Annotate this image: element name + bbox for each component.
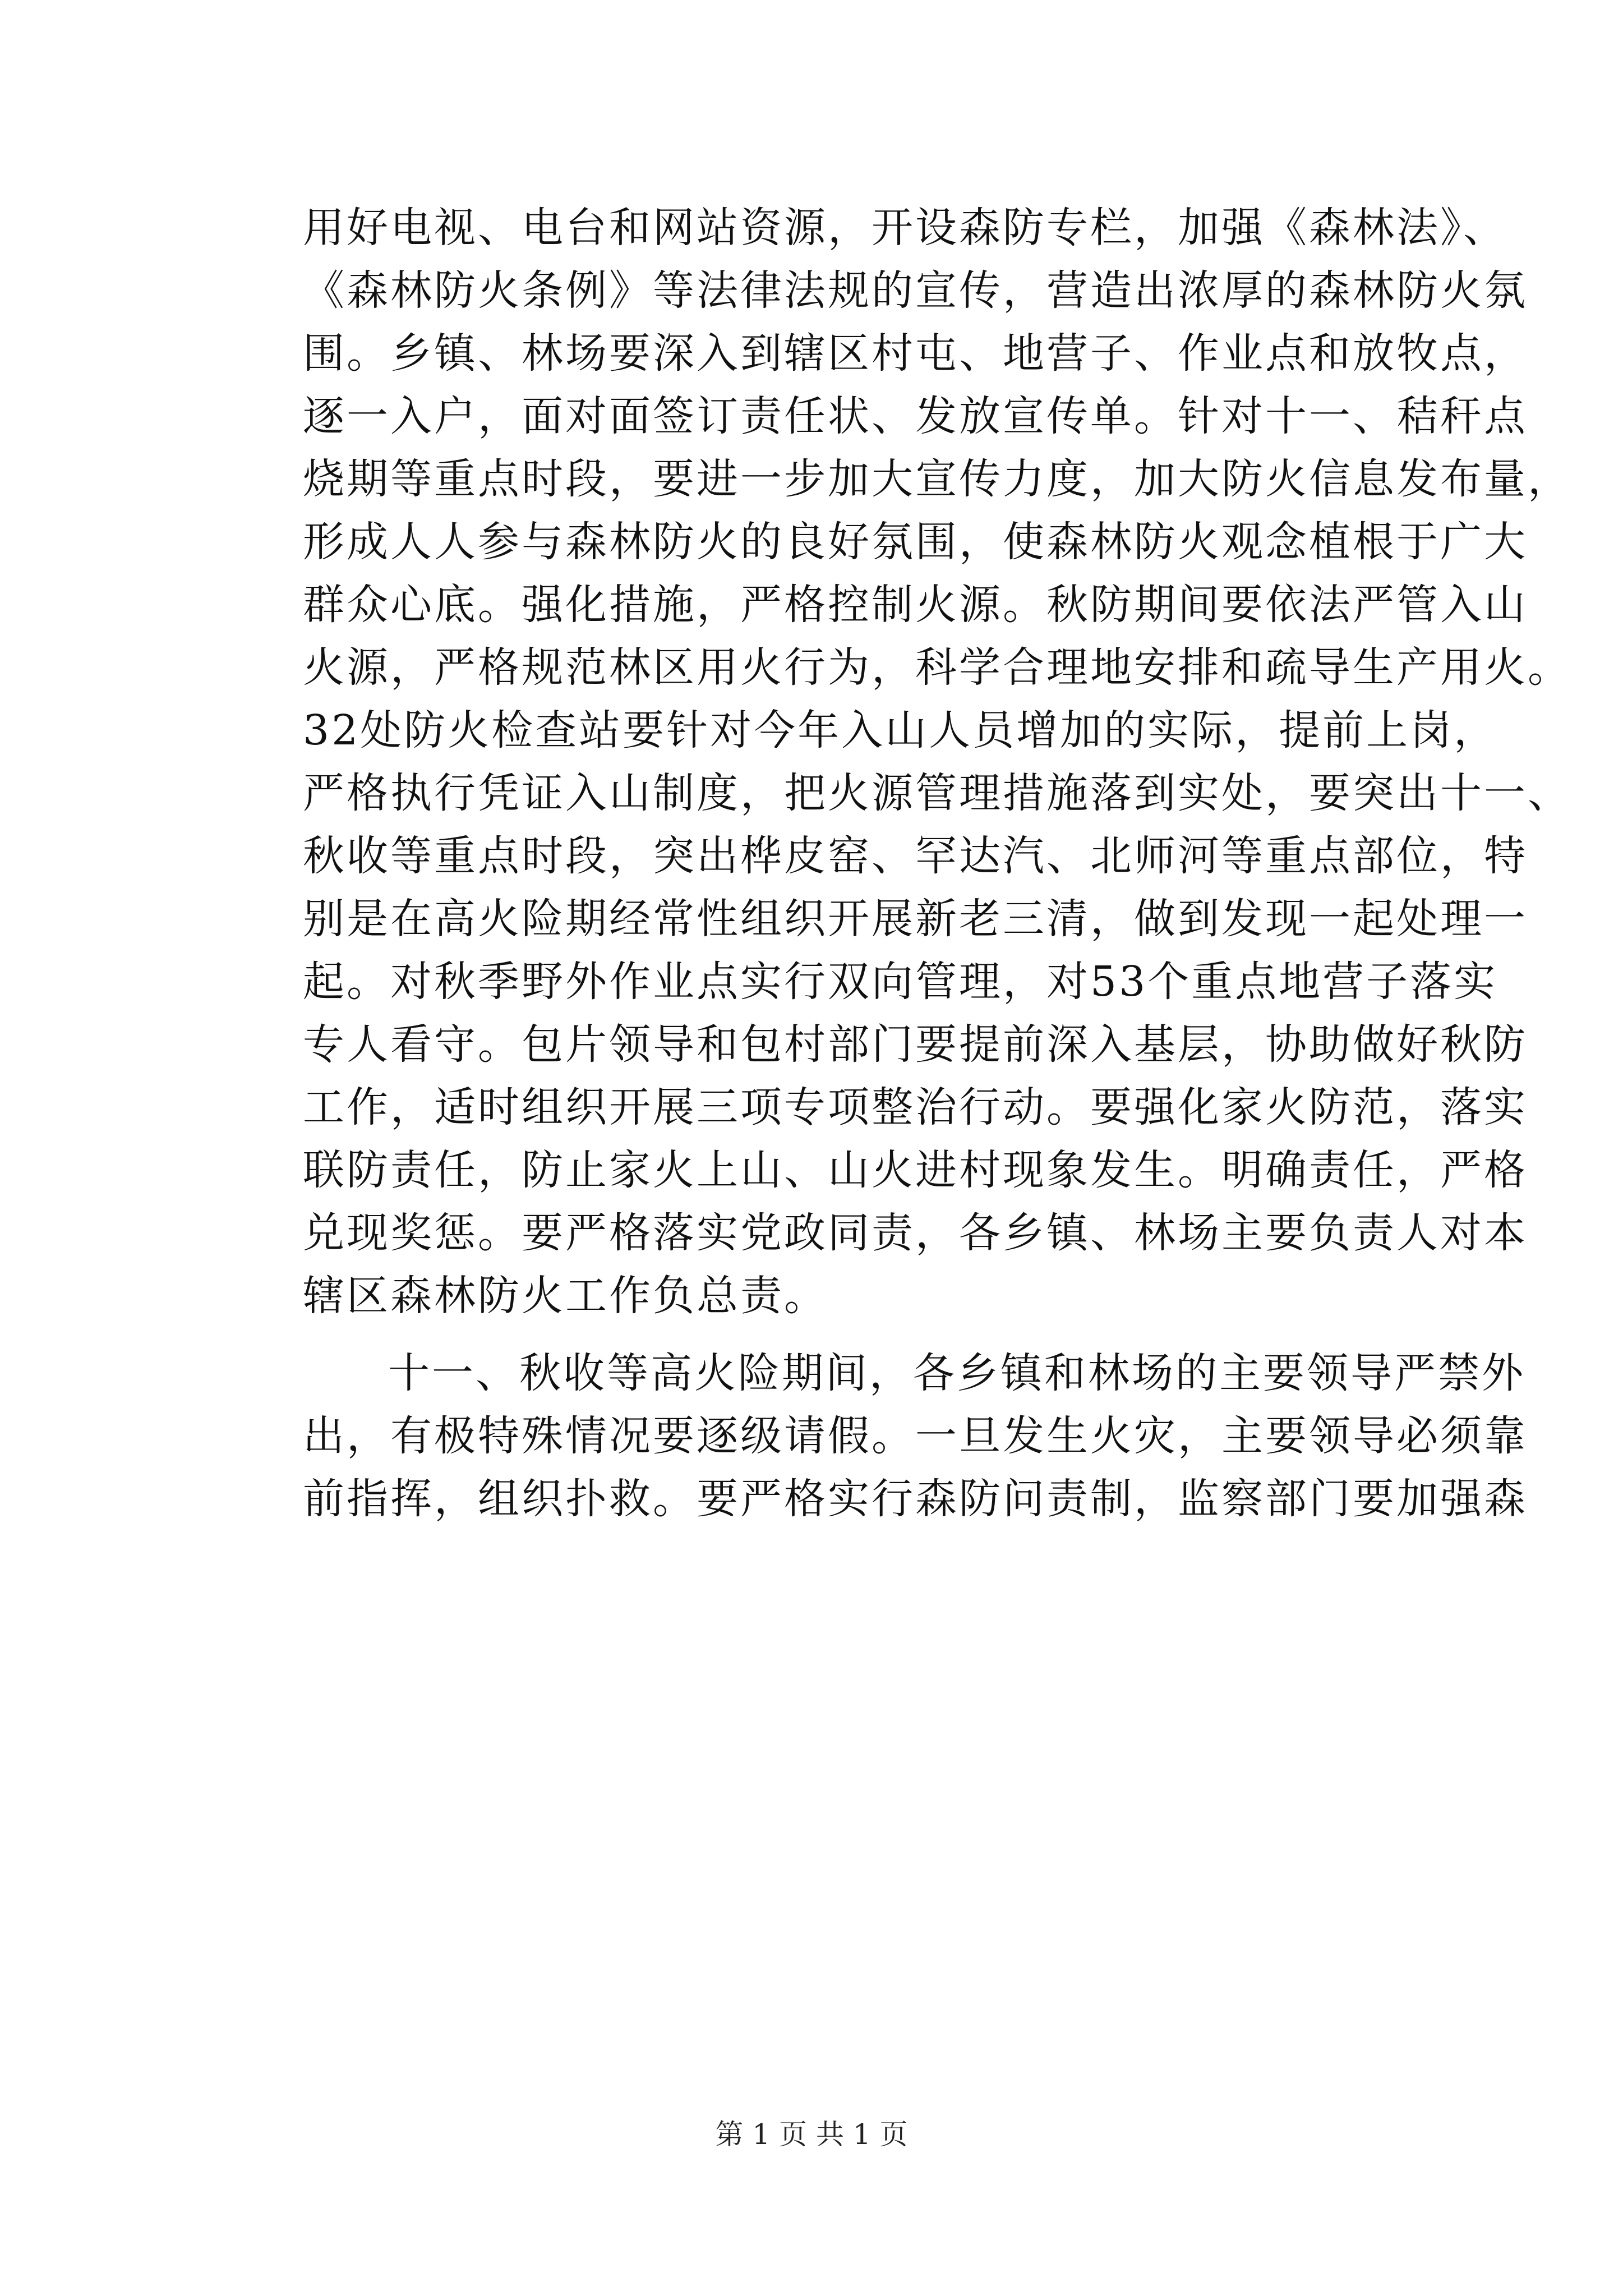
paragraph [303,196,1571,1327]
text-line: 辖区森林防火工作负总责。 [303,1272,828,1320]
text-line: 前指挥，组织扑救。要严格实行森防问责制，监察部门要加强森 [303,1475,1528,1523]
text-line: 起。对秋季野外作业点实行双向管理，对53个重点地营子落实 [303,958,1498,1006]
text-line: 专人看守。包片领导和包村部门要提前深入基层，协助做好秋防 [303,1020,1528,1069]
page-footer [0,2115,1623,2154]
text-line: 火源，严格规范林区用火行为，科学合理地安排和疏导生产用火。 [303,643,1571,692]
text-line: 群众心底。强化措施，严格控制火源。秋防期间要依法严管入山 [303,581,1528,629]
text-line: 《森林防火条例》等法律法规的宣传，营造出浓厚的森林防火氛 [303,266,1528,315]
page-number: 第 1 页 共 1 页 [715,2118,908,2151]
text-line: 形成人人参与森林防火的良好氛围，使森林防火观念植根于广大 [303,518,1528,566]
text-line: 联防责任，防止家火上山、山火进村现象发生。明确责任，严格 [303,1146,1528,1194]
text-line: 烧期等重点时段，要进一步加大宣传力度，加大防火信息发布量， [303,455,1571,503]
body-text [303,196,1571,1530]
text-line: 严格执行凭证入山制度，把火源管理措施落到实处，要突出十一、 [303,769,1571,817]
text-line: 围。乡镇、林场要深入到辖区村屯、地营子、作业点和放牧点， [303,329,1528,378]
text-line: 工作，适时组织开展三项专项整治行动。要强化家火防范，落实 [303,1083,1528,1131]
text-line: 秋收等重点时段，突出桦皮窑、罕达汽、北师河等重点部位，特 [303,832,1528,880]
text-line: 用好电视、电台和网站资源，开设森防专栏，加强《森林法》、 [303,204,1507,252]
text-line: 别是在高火险期经常性组织开展新老三清，做到发现一起处理一 [303,895,1528,943]
text-line: 兑现奖惩。要严格落实党政同责，各乡镇、林场主要负责人对本 [303,1209,1528,1257]
paragraph [303,1342,1528,1530]
text-line: 十一、秋收等高火险期间，各乡镇和林场的主要领导严禁外 [388,1349,1525,1397]
text-line: 32处防火检查站要针对今年入山人员增加的实际，提前上岗， [303,706,1498,754]
text-line: 出，有极特殊情况要逐级请假。一旦发生火灾，主要领导必须靠 [303,1412,1528,1460]
text-line: 逐一入户，面对面签订责任状、发放宣传单。针对十一、秸秆点 [303,392,1528,440]
paragraph-gap [303,1327,1419,1342]
